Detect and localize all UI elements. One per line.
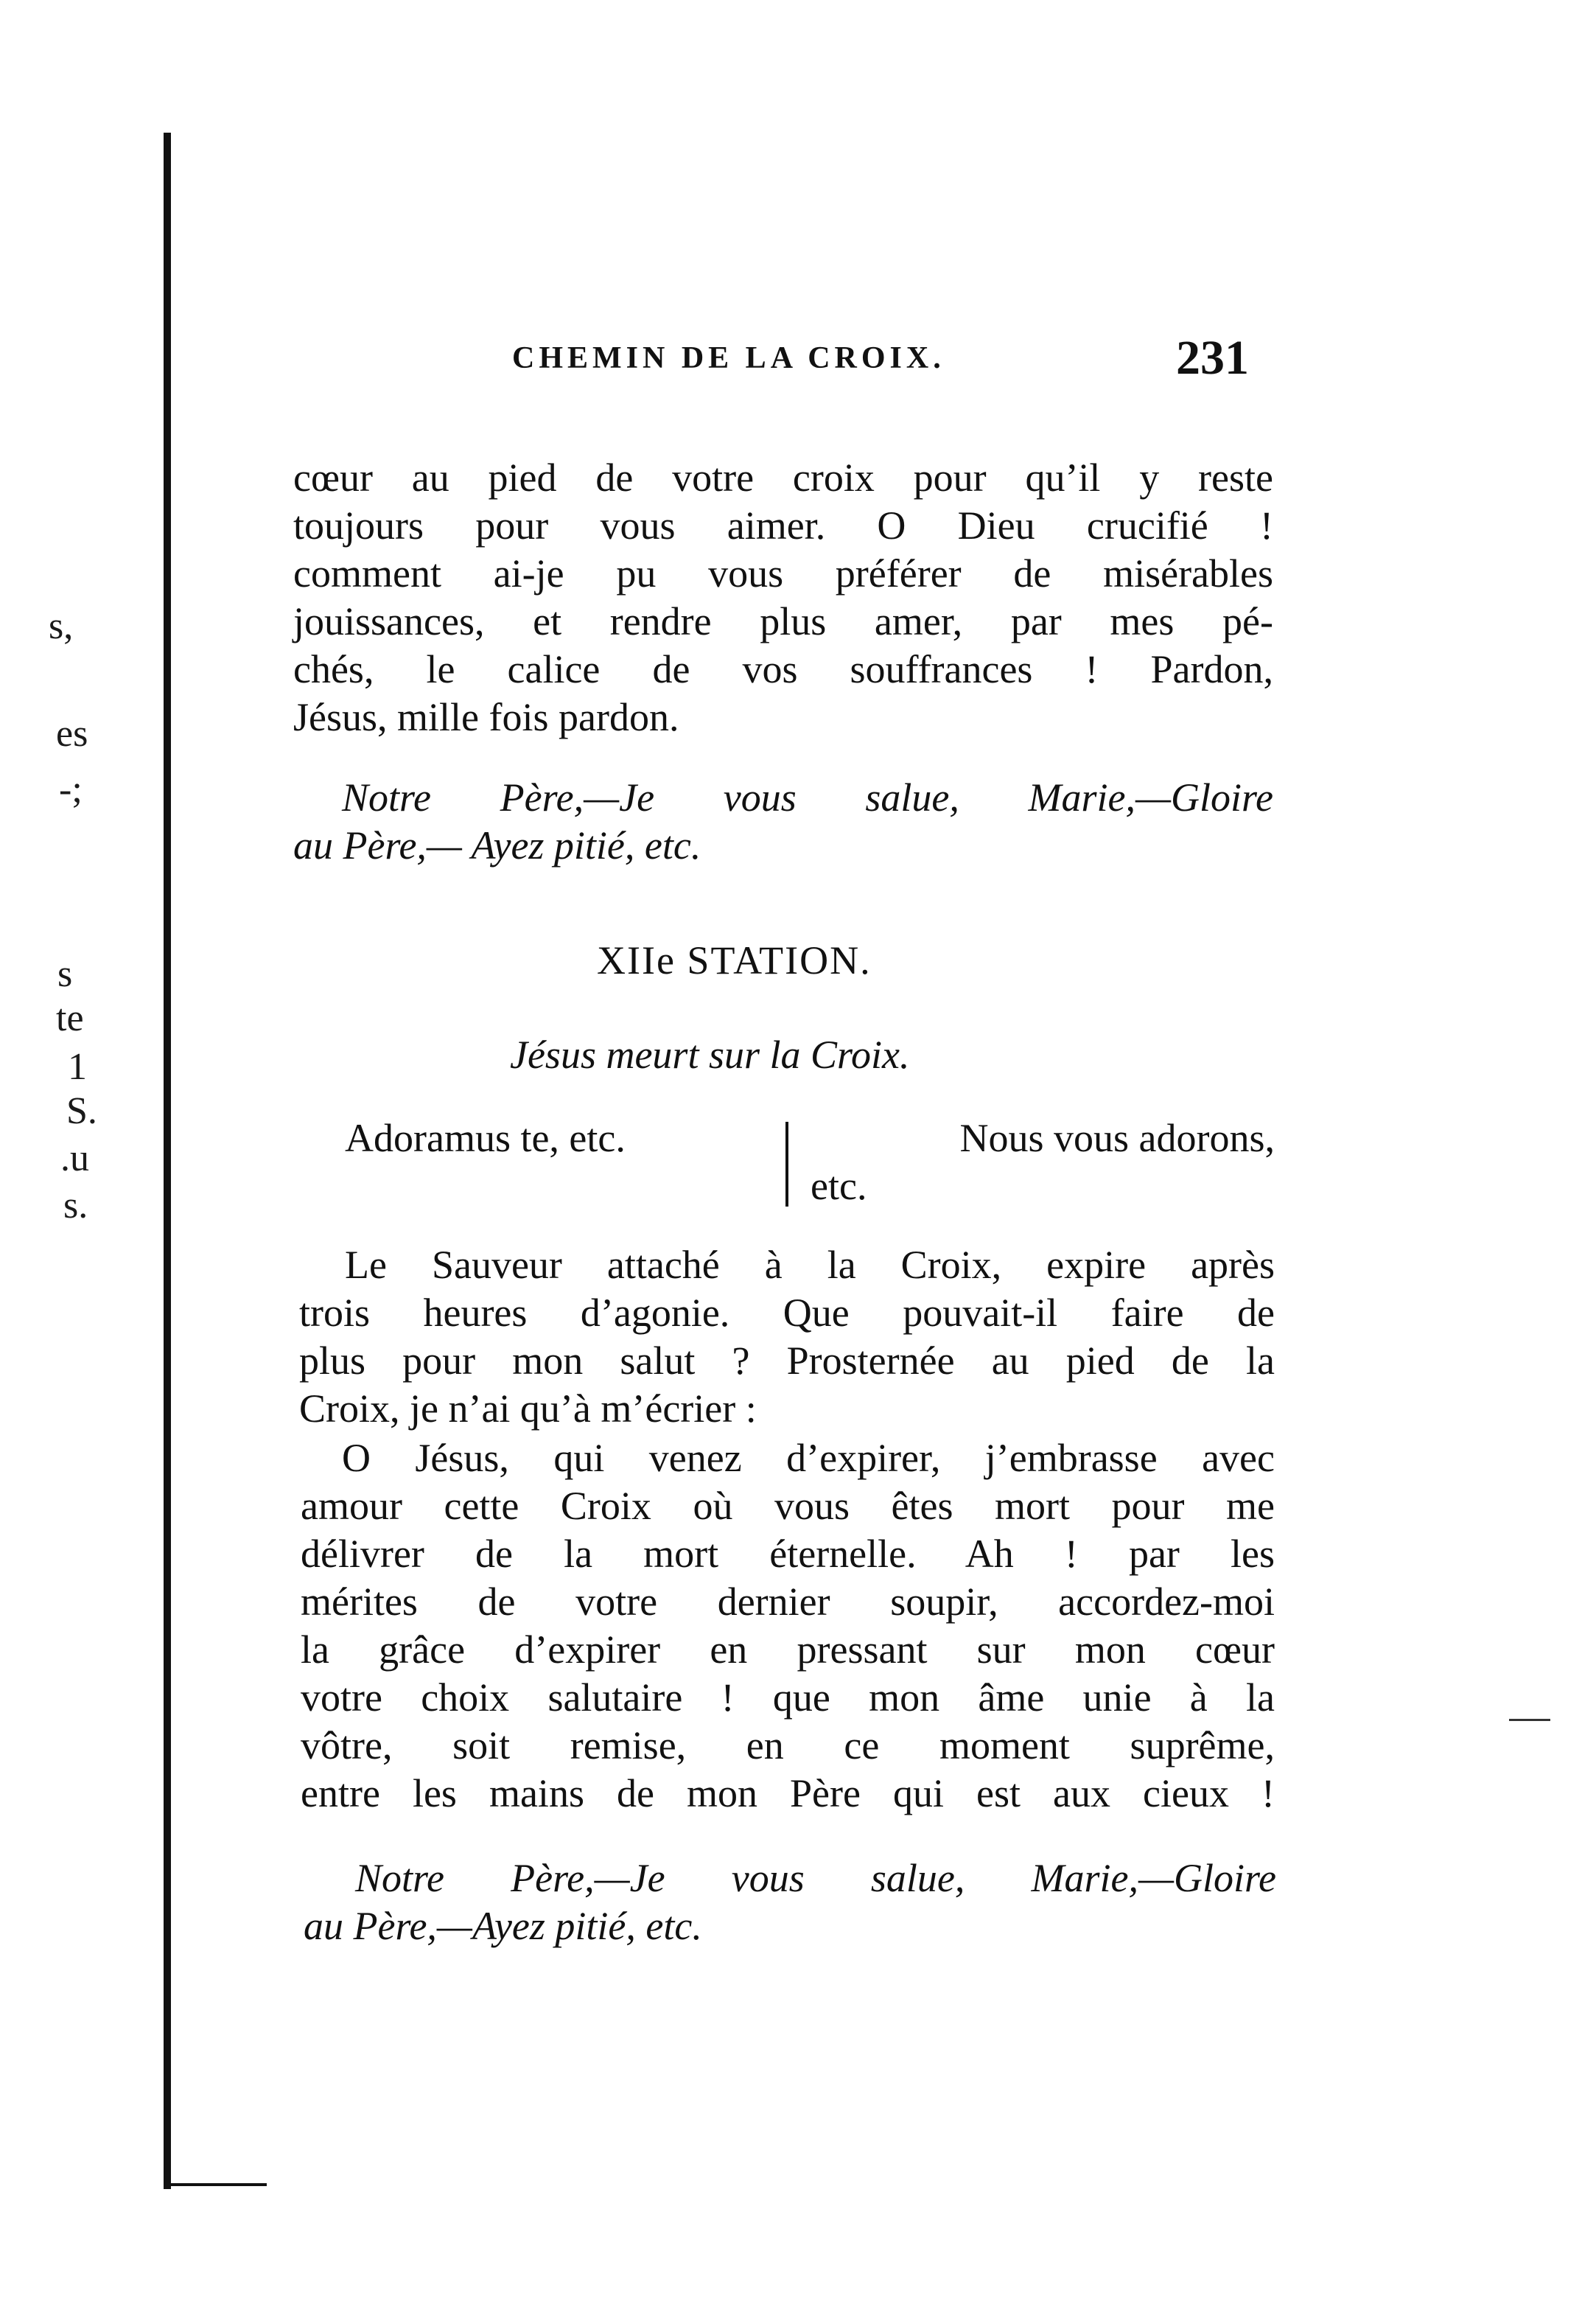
text-line: amour cette Croix où vous êtes mort pour me [301,1484,1275,1528]
facing-page-fragment: s. [63,1184,88,1226]
text-line: chés, le calice de vos souffrances ! Pardon, [293,647,1273,691]
text-line: O Jésus, qui venez d’expirer, j’embrasse avec [342,1436,1275,1480]
facing-page-fragment: s, [49,605,74,647]
facing-page-fragment: S. [66,1090,97,1132]
response-divider [785,1122,788,1207]
running-head: CHEMIN DE LA CROIX. [512,341,945,375]
facing-page-fragment: s [57,953,73,995]
prayer-line: au Père,—Ayez pitié, etc. [304,1904,702,1948]
text-line: toujours pour vous aimer. O Dieu crucifié ! [293,503,1273,548]
paragraph-meditation [299,1241,1275,1433]
page-number: 231 [1176,331,1249,385]
facing-page-fragment: .u [60,1137,89,1179]
prayer-block [304,1854,1276,1950]
text-line: délivrer de la mort éternelle. Ah ! par les [301,1532,1275,1576]
text-line: cœur au pied de votre croix pour qu’il y reste [293,456,1273,500]
text-line: Le Sauveur attaché à la Croix, expire après [345,1243,1275,1287]
text-line: trois heures d’agonie. Que pouvait-il faire de [299,1291,1275,1335]
paragraph-prayer [301,1434,1275,1818]
binding-foot-rule [164,2183,267,2186]
binding-edge-rule [164,133,171,2189]
text-line: vôtre, soit remise, en ce moment suprême, [301,1723,1275,1767]
text-line: jouissances, et rendre plus amer, par mes pé- [293,599,1273,643]
prayer-line: Notre Père,—Je vous salue, Marie,—Gloire [342,775,1273,820]
text-line: la grâce d’expirer en pressant sur mon cœur [301,1627,1275,1672]
paragraph-continuation [293,454,1273,741]
facing-page-fragment: 1 [68,1046,87,1088]
text-line: votre choix salutaire ! que mon âme unie à la [301,1675,1275,1720]
prayer-line: Notre Père,—Je vous salue, Marie,—Gloire [355,1856,1276,1900]
facing-page-fragment: es [56,713,88,755]
prayer-line: au Père,— Ayez pitié, etc. [293,823,701,868]
text-line: comment ai-je pu vous préférer de misérables [293,551,1273,596]
response-line: etc. [811,1164,867,1208]
versicle-latin: Adoramus te, etc. [345,1116,626,1160]
facing-page-fragment: -; [59,769,83,811]
station-subtitle: Jésus meurt sur la Croix. [510,1033,910,1077]
text-line: mérites de votre dernier soupir, accordez-moi [301,1580,1275,1624]
text-line: Jésus, mille fois pardon. [293,695,679,739]
facing-page-fragment: te [56,997,84,1039]
response-line: Nous vous adorons, [959,1116,1275,1160]
text-line: plus pour mon salut ? Prosternée au pied de la [299,1339,1275,1383]
response-french [811,1114,1275,1210]
margin-mark [1509,1719,1550,1721]
station-title: XIIe STATION. [597,938,872,983]
text-line: entre les mains de mon Père qui est aux cieux ! [301,1771,1275,1815]
prayer-block [293,774,1273,870]
text-line: Croix, je n’ai qu’à m’écrier : [299,1386,757,1431]
